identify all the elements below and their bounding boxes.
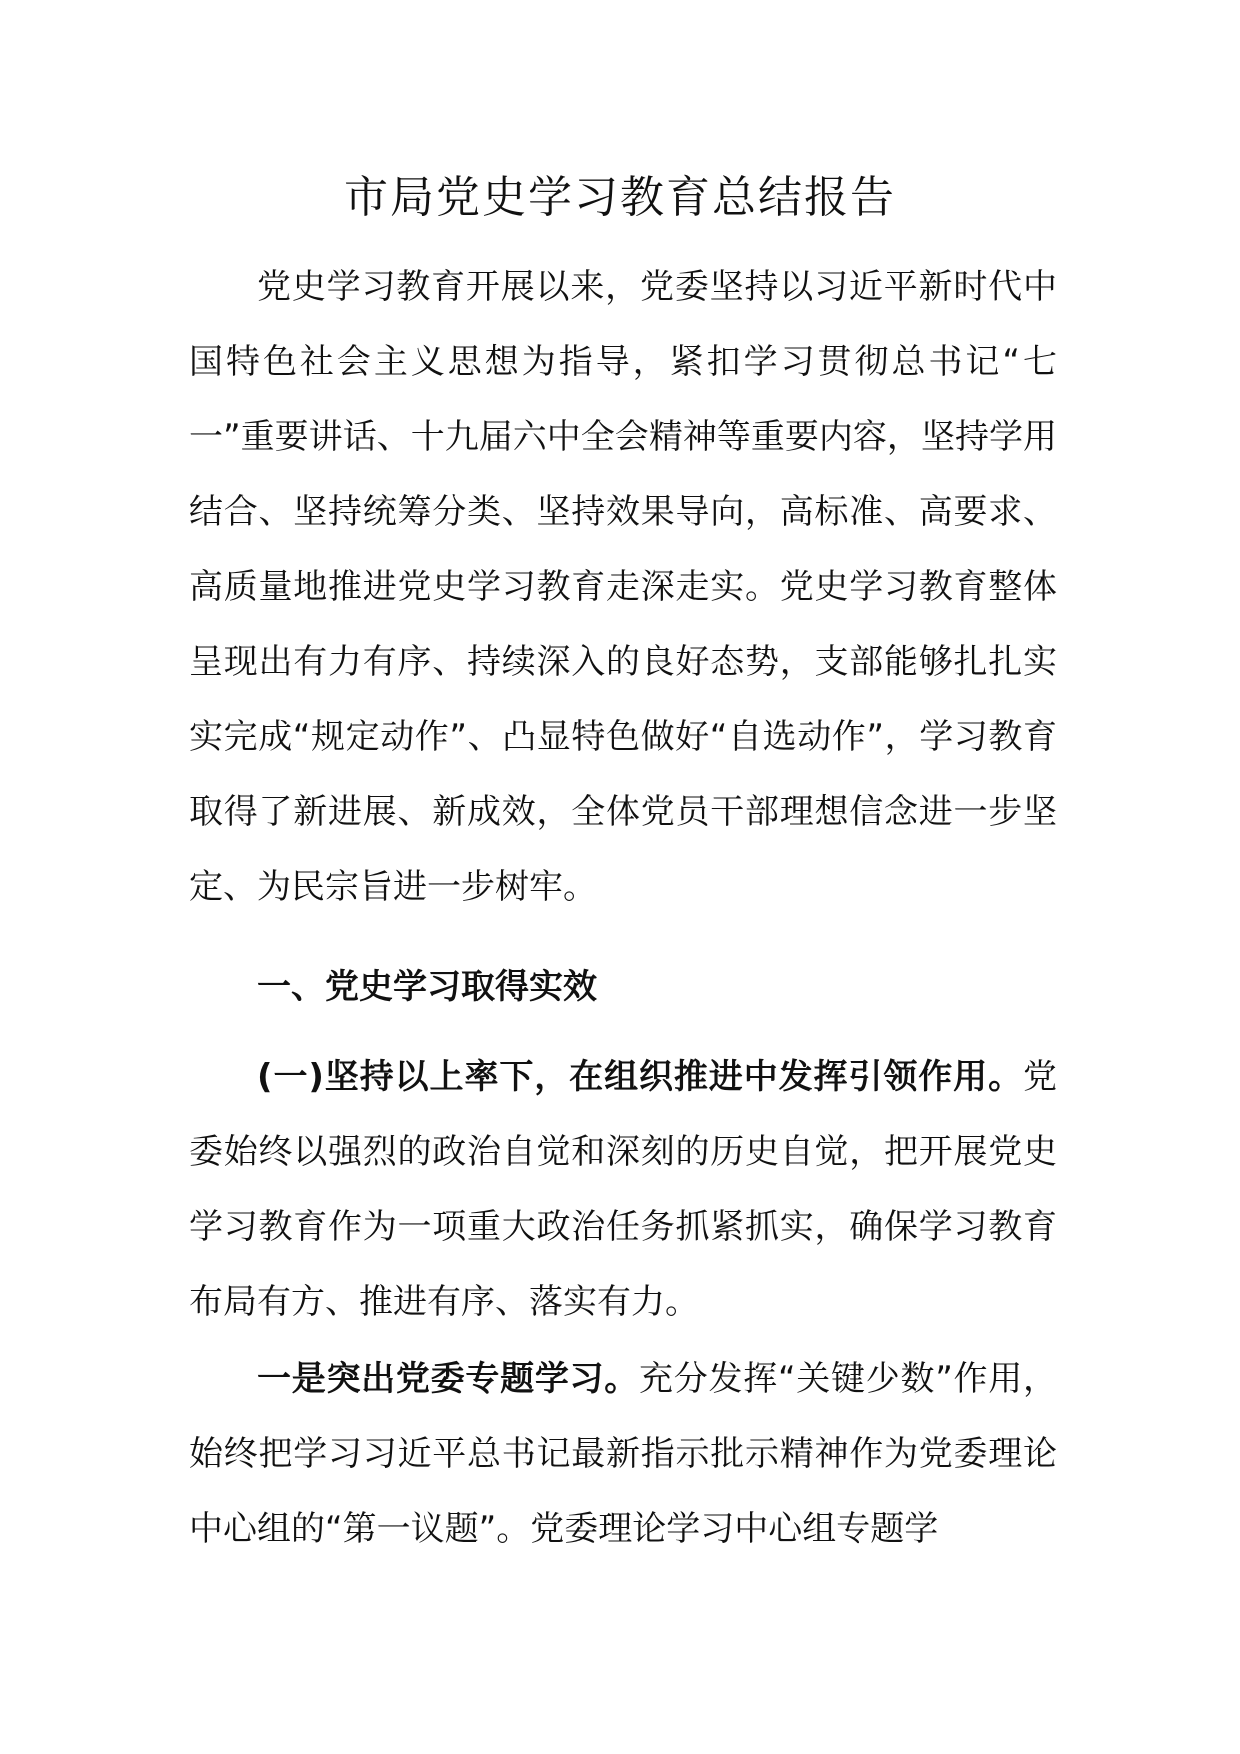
point-lead: 一是突出党委专题学习。 xyxy=(257,1359,640,1399)
subsection-paragraph xyxy=(189,1040,1057,1340)
subsection-lead: (一)坚持以上率下，在组织推进中发挥引领作用。 xyxy=(257,1057,1023,1097)
point-text: 充分发挥“关键少数”作用，始终把学习习近平总书记最新指示批示精神作为党委理论中心组的“第一议题”。党委理论学习中心组专题学 xyxy=(189,1359,1058,1549)
section-heading: 一、党史学习取得实效 xyxy=(257,967,597,1007)
intro-paragraph: 党史学习教育开展以来，党委坚持以习近平新时代中国特色社会主义思想为指导，紧扣学习贯彻总书记“七一”重要讲话、十九届六中全会精神等重要内容，坚持学用结合、坚持统筹分类、坚持效果导向，高标准、高要求、高质量地推进党史学习教育走深走实。党史学习教育整体呈现出有力有序、持续深入的良好态势，支部能够扎扎实实完成“规定动作”、凸显特色做好“自选动作”，学习教育取得了新进展、新成效，全体党员干部理想信念进一步坚定、为民宗旨进一步树牢。 xyxy=(189,267,1057,907)
point-paragraph xyxy=(189,1342,1057,1567)
subsection-text: 党委始终以强烈的政治自觉和深刻的历史自觉，把开展党史学习教育作为一项重大政治任务抓紧抓实，确保学习教育布局有方、推进有序、落实有力。 xyxy=(189,1057,1057,1322)
document-title: 市局党史学习教育总结报告 xyxy=(344,172,896,223)
